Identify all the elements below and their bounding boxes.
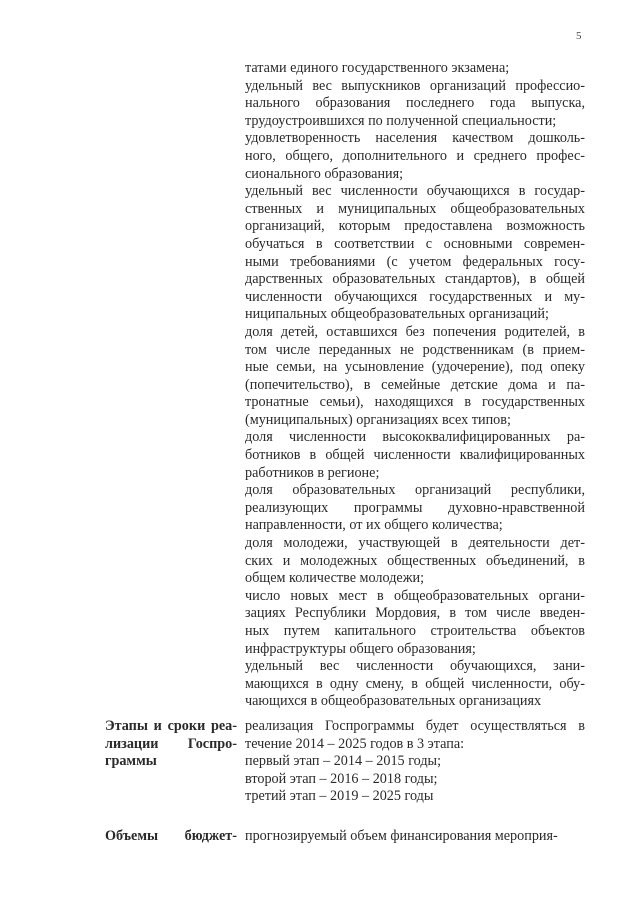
budget-text	[245, 828, 585, 846]
budget-label-line: Объемы бюджет-	[105, 828, 237, 844]
indicator-line: удельный вес выпускников организаций профессио-	[245, 77, 585, 94]
indicator-line: ных путем капитального строительства объектов	[245, 623, 585, 639]
page-number: 5	[576, 30, 582, 42]
indicator-line: численности обучающихся государственных и му-	[245, 288, 585, 305]
stages-text-line: реализация Госпрограммы будет осуществляться в	[245, 718, 585, 734]
indicator-line: татами единого государственного экзамена;	[245, 60, 510, 76]
indicator-line: (попечительство), в семейные детские дома и па-	[245, 376, 585, 393]
indicator-line: ниципальных общеобразовательных организаций;	[245, 306, 549, 323]
indicator-line: ственных и муниципальных общеобразовательных	[245, 200, 585, 217]
indicator-line: ного, общего, дополнительного и среднего профес-	[245, 147, 585, 164]
indicator-line: зациях Республики Мордовия, в том числе введен-	[245, 605, 585, 622]
indicator-line: сионального образования;	[245, 165, 404, 182]
indicator-line: ских и молодежных общественных объединений, в	[245, 552, 585, 569]
indicator-line: том числе переданных не родственникам (в прием-	[245, 341, 585, 358]
indicator-line: организаций, которым предоставлена возможность	[245, 218, 585, 235]
indicator-line: нального образования последнего года выпуска,	[245, 95, 585, 112]
indicator-line: обучаться в соответствии с основными современ-	[245, 235, 585, 252]
stages-text-line: третий этап – 2019 – 2025 годы	[245, 788, 434, 805]
stages-text-line: второй этап – 2016 – 2018 годы;	[245, 770, 438, 787]
indicator-line: чающихся в общеобразовательных организациях	[245, 693, 542, 710]
indicator-line: общем количестве молодежи;	[245, 570, 425, 587]
indicator-line: ботников в общей численности квалифицированных	[245, 447, 585, 464]
indicator-line: тронатные семьи), находящихся в государственных	[245, 394, 585, 411]
indicator-line: доля молодежи, участвующей в деятельности дет-	[245, 535, 585, 552]
indicators-text	[245, 60, 585, 711]
indicator-line: (муниципальных) организациях всех типов;	[245, 411, 511, 428]
indicator-line: мающихся в одну смену, в общей численности, обу-	[245, 675, 585, 692]
indicator-line: удовлетворенность населения качеством дошколь-	[245, 130, 585, 147]
stages-label-line: граммы	[105, 753, 157, 770]
indicator-line: число новых мест в общеобразовательных органи-	[245, 587, 585, 604]
indicator-line: работников в регионе;	[245, 464, 380, 481]
indicator-line: доля образовательных организаций республики,	[245, 482, 585, 499]
indicator-line: доля детей, оставшихся без попечения родителей, в	[245, 323, 585, 340]
indicator-line: удельный вес численности обучающихся, зани-	[245, 658, 585, 675]
indicator-line: инфраструктуры общего образования;	[245, 640, 476, 657]
stages-text-line: первый этап – 2014 – 2015 годы;	[245, 753, 442, 770]
budget-text-line: прогнозируемый объем финансирования мероприя-	[245, 828, 558, 844]
stages-text-line: течение 2014 – 2025 годов в 3 этапа:	[245, 735, 465, 752]
stages-text	[245, 718, 585, 806]
indicator-line: реализующих программы духовно-нравственной	[245, 499, 585, 516]
stages-label	[105, 718, 237, 771]
indicator-line: доля численности высококвалифицированных ра-	[245, 429, 585, 446]
indicator-line: удельный вес численности обучающихся в государ-	[245, 183, 585, 200]
indicator-line: направленности, от их общего количества;	[245, 517, 503, 534]
indicator-line: ные семьи, на усыновление (удочерение), под опеку	[245, 359, 585, 376]
indicator-line: дарственных образовательных стандартов), в общей	[245, 271, 585, 288]
budget-label	[105, 828, 237, 846]
indicator-line: трудоустроившихся по полученной специальности;	[245, 112, 557, 129]
stages-label-line: Этапы и сроки реа-	[105, 718, 237, 734]
indicator-line: ными требованиями (с учетом федеральных госу-	[245, 253, 585, 270]
stages-label-line: лизации Госпро-	[105, 735, 237, 752]
